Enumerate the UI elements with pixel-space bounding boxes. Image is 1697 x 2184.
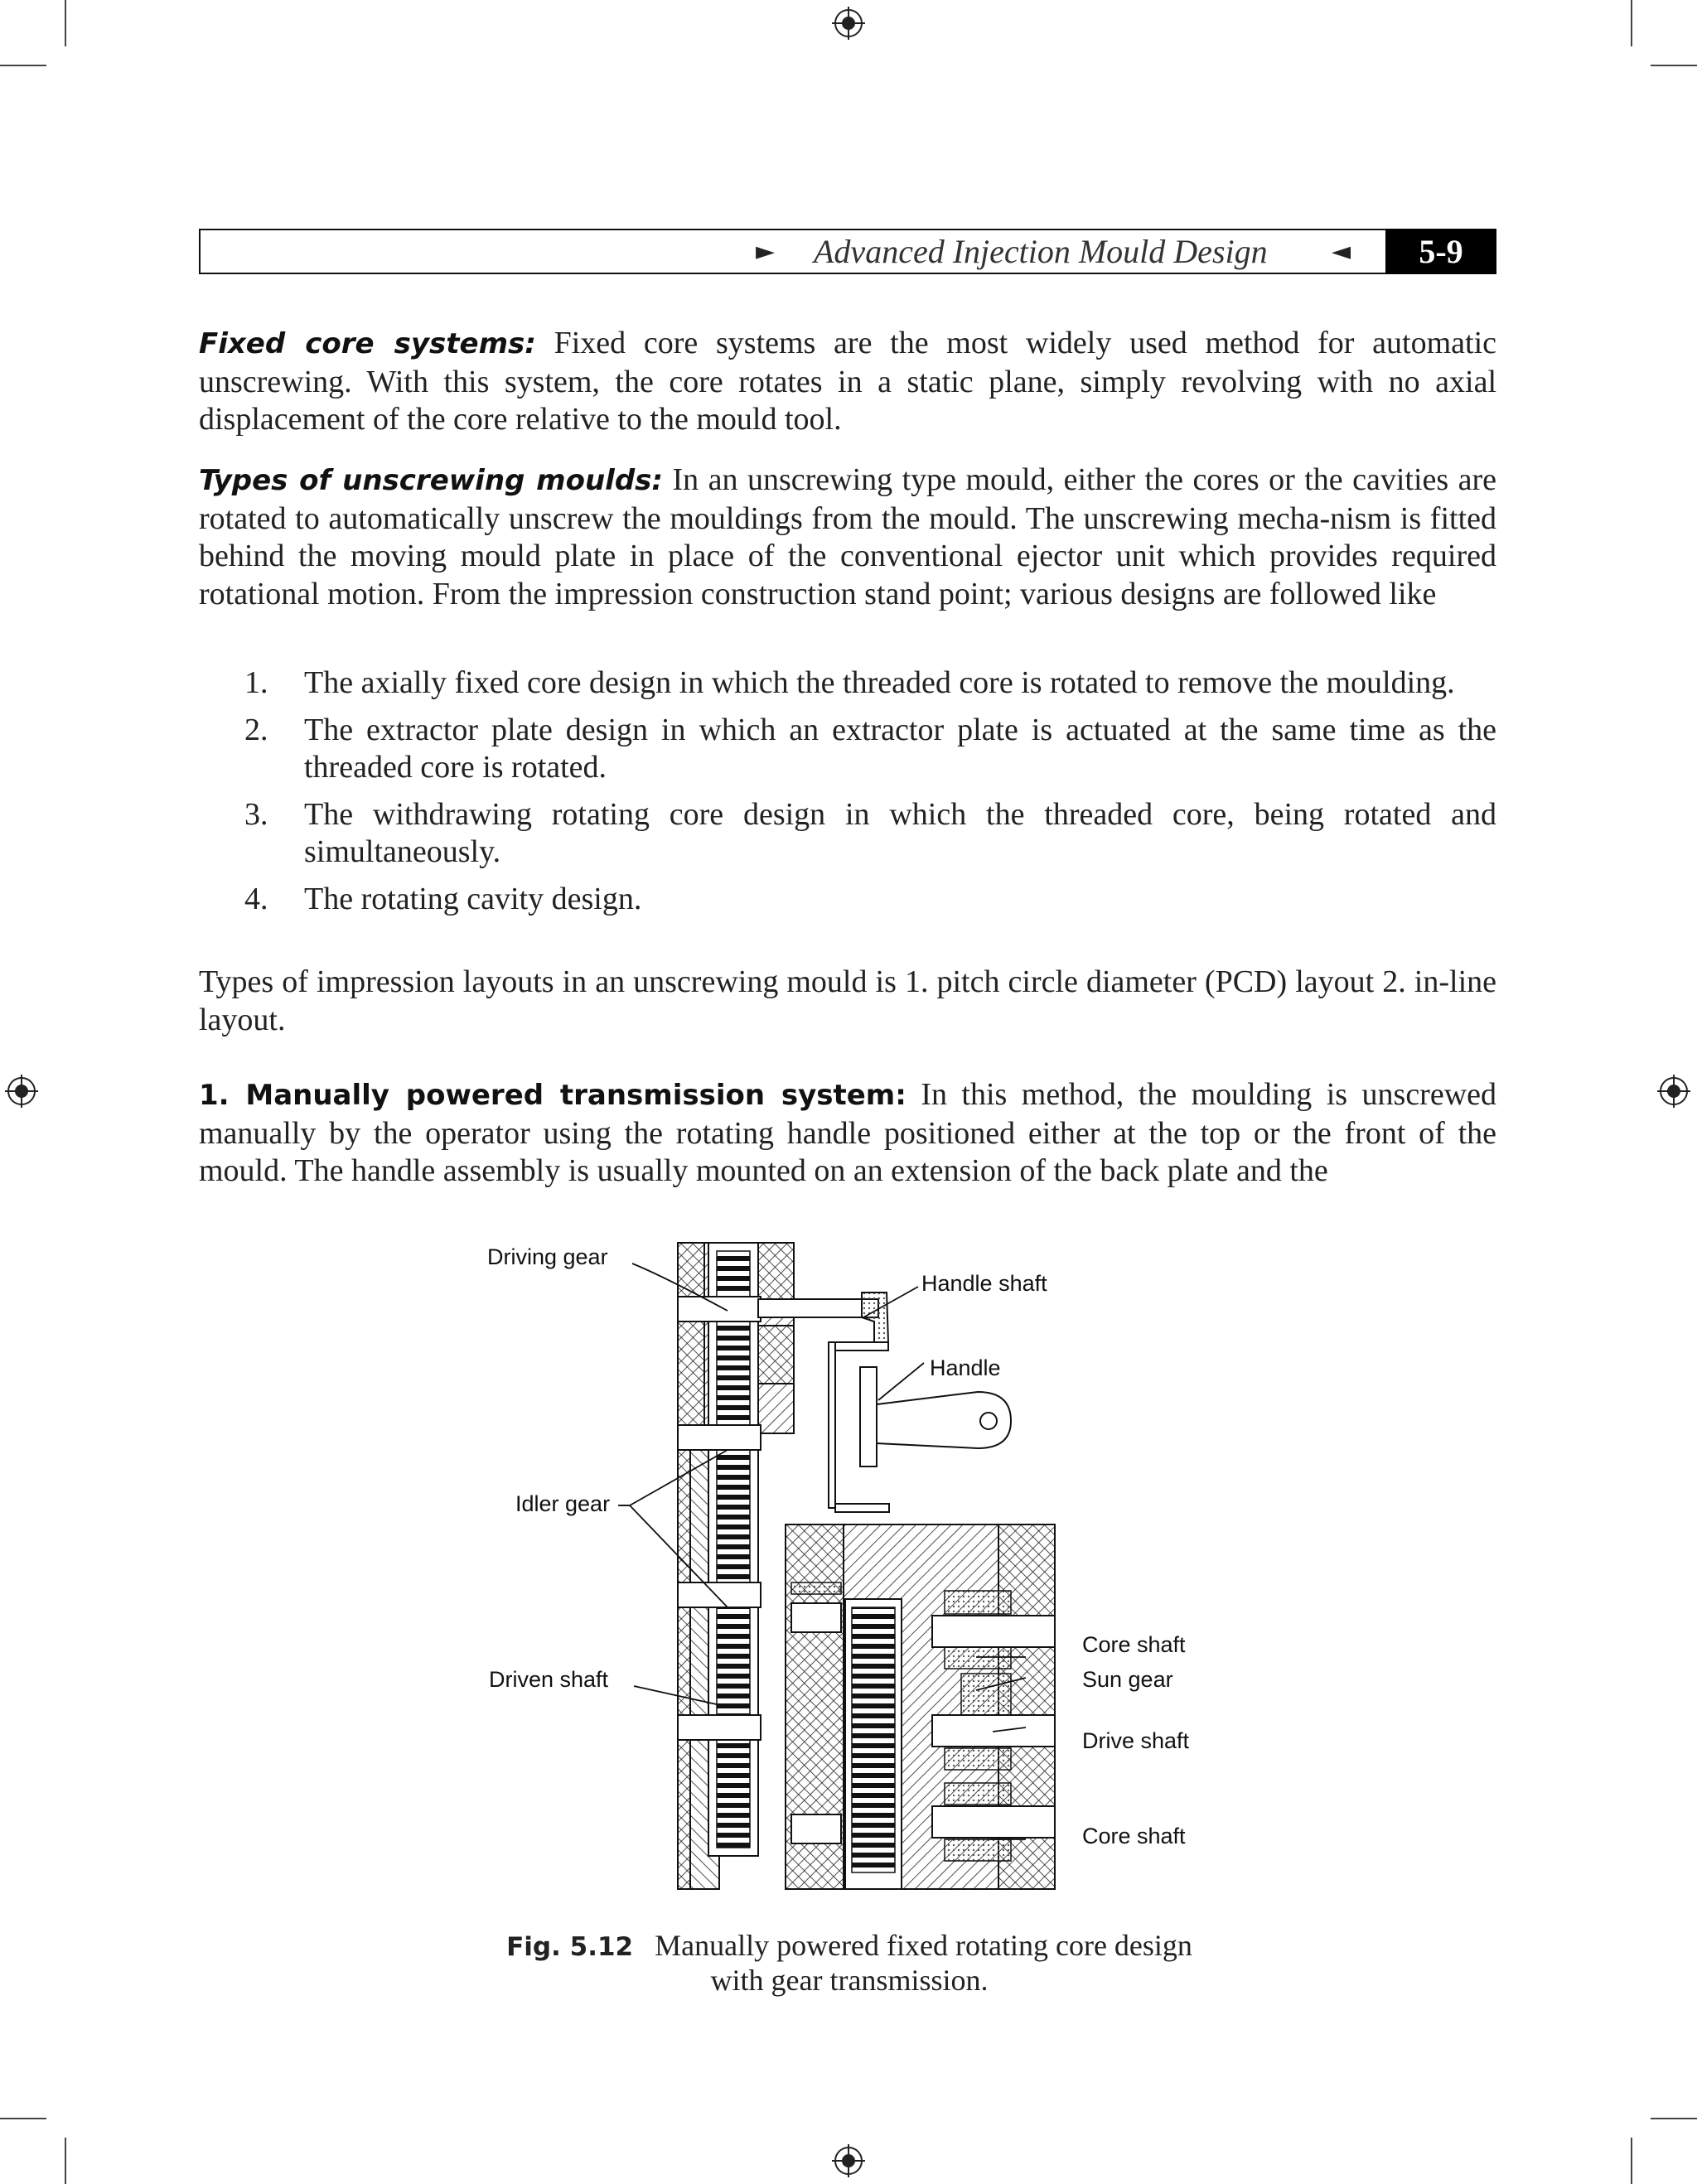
list-text: The withdrawing rotating core design in which the threaded core, being rotated and simultaneously. xyxy=(304,796,1496,869)
left-triangle-icon: ◄ xyxy=(1332,237,1351,266)
page-number: 5-9 xyxy=(1385,229,1496,274)
list-number: 1. xyxy=(244,665,268,700)
label-core-shaft: Core shaft xyxy=(1082,1632,1186,1657)
list-item xyxy=(199,664,1496,703)
gear-transmission-diagram xyxy=(464,1226,1251,1906)
registration-mark-icon xyxy=(830,5,867,41)
crop-mark xyxy=(65,2138,66,2184)
list-number: 2. xyxy=(244,712,268,747)
list-item xyxy=(199,881,1496,919)
paragraph-types xyxy=(199,461,1496,613)
list-item xyxy=(199,712,1496,787)
paragraph-lead: Types of unscrewing moulds: xyxy=(199,464,663,497)
crop-mark xyxy=(0,2118,46,2119)
label-sun-gear: Sun gear xyxy=(1082,1667,1173,1692)
paragraph-layouts: Types of impression layouts in an unscrewing mould is 1. pitch circle diameter (PCD) layout 2. in-line layout. xyxy=(199,964,1496,1037)
caption-line-1: Manually powered fixed rotating core design xyxy=(655,1929,1192,1962)
design-list xyxy=(199,664,1496,927)
crop-mark xyxy=(1631,2138,1632,2184)
list-number: 3. xyxy=(244,796,268,832)
figure-caption xyxy=(464,1929,1235,1997)
label-driving-gear: Driving gear xyxy=(487,1244,608,1269)
label-driven-shaft: Driven shaft xyxy=(489,1667,609,1692)
figure-number: Fig. 5.12 xyxy=(506,1932,634,1962)
crop-mark xyxy=(1651,65,1697,66)
crop-mark xyxy=(0,65,46,66)
registration-mark-icon xyxy=(830,2143,867,2179)
paragraph-lead: 1. Manually powered transmission system: xyxy=(199,1079,907,1112)
label-idler-gear: Idler gear xyxy=(515,1491,611,1516)
caption-line-2: with gear transmission. xyxy=(710,1964,989,1997)
label-drive-shaft: Drive shaft xyxy=(1082,1728,1190,1753)
handle-assembly xyxy=(758,1293,1011,1512)
paragraph-fixed-core xyxy=(199,325,1496,439)
registration-mark-icon xyxy=(1656,1073,1692,1109)
label-core-shaft: Core shaft xyxy=(1082,1824,1186,1848)
crop-mark xyxy=(1651,2118,1697,2119)
running-header xyxy=(199,229,1496,274)
list-number: 4. xyxy=(244,881,268,916)
paragraph-manual xyxy=(199,1076,1496,1191)
paragraph-text: Fixed core systems are the most widely used method for automatic unscrewing. With this system, the core rotates in a static plane, simply revolving with no axial displacement of the core relative to the mould tool. xyxy=(199,326,1497,437)
crop-mark xyxy=(65,0,66,46)
registration-mark-icon xyxy=(3,1073,40,1109)
book-title: Advanced Injection Mould Design xyxy=(814,233,1268,270)
list-text: The axially fixed core design in which the threaded core is rotated to remove the moulding. xyxy=(304,665,1455,700)
list-text: The rotating cavity design. xyxy=(304,881,642,916)
right-triangle-icon: ► xyxy=(756,237,776,266)
label-handle: Handle xyxy=(930,1355,1001,1380)
label-handle-shaft: Handle shaft xyxy=(921,1271,1047,1296)
paragraph-lead: Fixed core systems: xyxy=(199,327,536,360)
paragraph-text: In this method, the moulding is unscrewed manually by the operator using the rotating handle positioned either at the top or the front of the mould. The handle assembly is usually mounted on an extension of the back plate and the xyxy=(199,1077,1497,1188)
paragraph-text: In an unscrewing type mould, either the cores or the cavities are rotated to automatically unscrew the mouldings from the mould. The unscrewing mecha-nism is fitted behind the moving mould plate in place of the conventional ejector unit which provides required rotational motion. From the impression construction stand point; various designs are followed like xyxy=(199,462,1497,611)
lower-housing xyxy=(786,1524,1055,1889)
list-text: The extractor plate design in which an extractor plate is actuated at the same time as the threaded core is rotated. xyxy=(304,712,1496,785)
list-item xyxy=(199,796,1496,872)
crop-mark xyxy=(1631,0,1632,46)
